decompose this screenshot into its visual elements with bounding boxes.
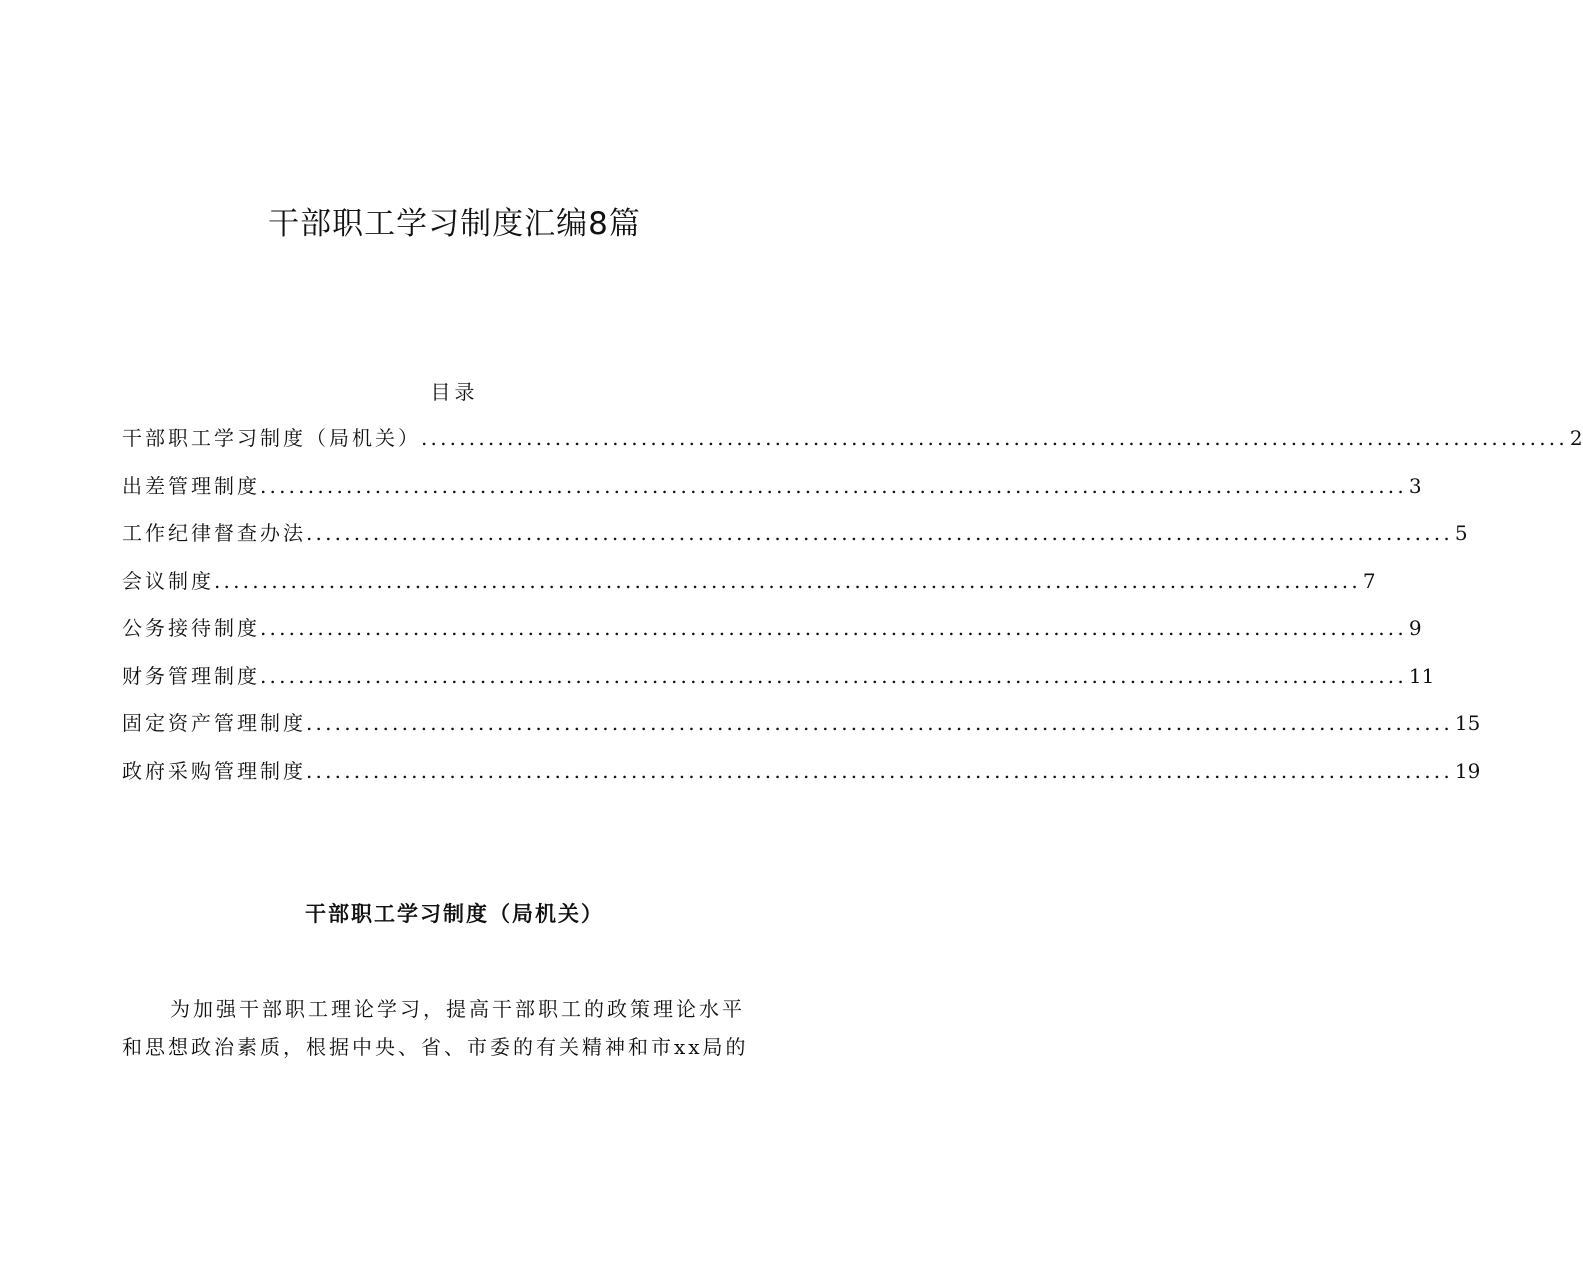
toc-entry-label: 政府采购管理制度: [122, 758, 306, 783]
toc-entry-label: 公务接待制度: [122, 616, 260, 640]
toc-entry[interactable]: [122, 703, 1481, 751]
toc-leader-dots: ........................................................................................................................: [214, 568, 1361, 593]
paragraph-line: 和思想政治素质，根据中央、省、市委的有关精神和市xx局的: [122, 1035, 749, 1059]
toc-leader-dots: ........................................................................................................................: [260, 473, 1407, 498]
paragraph-line: 为加强干部职工理论学习，提高干部职工的政策理论水平: [170, 997, 745, 1021]
toc-entry-label: 干部职工学习制度（局机关）: [122, 426, 421, 450]
toc-entry-label: 固定资产管理制度: [122, 711, 306, 735]
toc-entry[interactable]: [122, 466, 1422, 514]
toc-entry-page: 11: [1408, 663, 1435, 688]
toc-entry[interactable]: [122, 608, 1422, 656]
toc-entry-label: 会议制度: [122, 568, 214, 593]
toc-leader-dots: ........................................................................................................................: [260, 663, 1407, 688]
toc-entry-page: 2: [1569, 426, 1583, 450]
section-title: 干部职工学习制度（局机关）: [305, 901, 604, 926]
toc-leader-dots: ........................................................................................................................: [260, 616, 1407, 640]
toc-entry-label: 财务管理制度: [122, 663, 260, 688]
body-paragraph: [122, 990, 788, 1066]
toc-entry[interactable]: [122, 513, 1468, 561]
toc-leader-dots: ........................................................................................................................: [306, 758, 1453, 783]
toc-heading: 目录: [430, 380, 479, 404]
toc-entry-page: 7: [1362, 568, 1376, 593]
toc-entry[interactable]: [122, 751, 1481, 799]
toc-entry-page: 19: [1454, 758, 1481, 783]
toc-leader-dots: ........................................................................................................................: [306, 711, 1453, 735]
toc-entry-page: 3: [1408, 473, 1422, 498]
toc-entry-page: 9: [1408, 616, 1422, 640]
toc-leader-dots: ........................................................................................................................: [306, 521, 1453, 545]
toc-entry[interactable]: [122, 418, 1583, 466]
toc-entry-page: 5: [1454, 521, 1468, 545]
document-title: 干部职工学习制度汇编8篇: [268, 206, 641, 242]
toc-entry[interactable]: [122, 561, 1376, 609]
toc-entry-page: 15: [1454, 711, 1481, 735]
toc-entry-label: 工作纪律督查办法: [122, 521, 306, 545]
toc-entry-label: 出差管理制度: [122, 473, 260, 498]
toc-leader-dots: ........................................................................................................................: [421, 426, 1568, 450]
table-of-contents: [122, 418, 1583, 798]
toc-entry[interactable]: [122, 656, 1435, 704]
